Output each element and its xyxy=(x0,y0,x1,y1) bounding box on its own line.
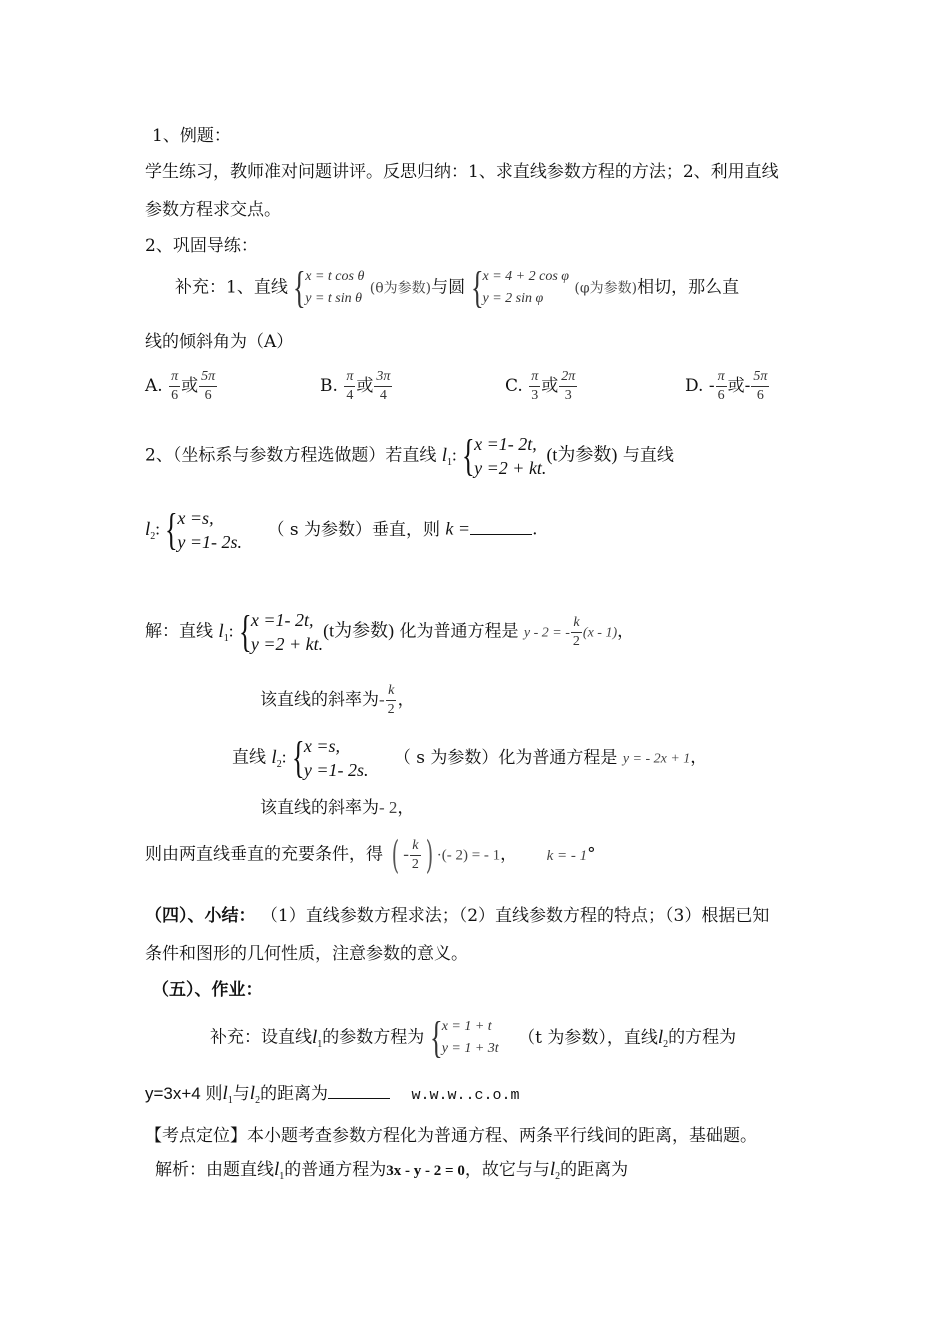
hw-and: 与 xyxy=(232,1084,250,1104)
homework-line2 xyxy=(145,1082,520,1113)
frac-num: 5π xyxy=(199,368,217,387)
hw-end: 的方程为 xyxy=(668,1027,737,1048)
q1-line-system: { x = t cos θ y = t sin θ xyxy=(293,263,365,312)
paren-close: ) xyxy=(425,833,434,877)
sol-l1 xyxy=(218,621,228,642)
hw-row2: y = 1 + 3t xyxy=(441,1041,499,1056)
option-b xyxy=(320,368,393,405)
l-letter: l xyxy=(441,444,448,466)
l-subscript: 1 xyxy=(223,632,229,644)
frac-num: 5π xyxy=(751,368,769,387)
analysis-end: 的距离为 xyxy=(560,1160,629,1180)
frac-num: π xyxy=(716,368,727,387)
sol-conv: 化为普通方程是 xyxy=(399,621,519,642)
analysis-l2 xyxy=(550,1159,560,1180)
hw-param: （t 为参数），直线 xyxy=(518,1027,658,1048)
l-subscript: 1 xyxy=(447,456,453,468)
answer-blank xyxy=(328,1084,390,1099)
summary-line2: 条件和图形的几何性质，注意参数的意义。 xyxy=(145,944,468,964)
q1-circle-system: { x = 4 + 2 cos φ y = 2 sin φ xyxy=(470,263,570,312)
hw-site: w.w.w..c.o.m xyxy=(411,1087,520,1104)
solution-slope2 xyxy=(260,796,414,820)
option-b-frac1 xyxy=(344,368,355,405)
option-c-or: 或 xyxy=(541,376,559,396)
q1-param2: (φ为参数) xyxy=(574,280,638,297)
hw-l1 xyxy=(312,1027,322,1048)
l-letter: l xyxy=(549,1159,556,1180)
q2-param1: (t为参数) xyxy=(546,444,618,465)
slope1-text: 该直线的斜率为 xyxy=(260,690,379,710)
q2-l1 xyxy=(442,445,452,466)
l-letter: l xyxy=(249,1083,256,1104)
l-letter: l xyxy=(312,1026,318,1048)
hw-system: { x = 1 + t y = 1 + 3t xyxy=(429,1013,499,1062)
frac-num: k xyxy=(410,837,420,856)
option-b-or: 或 xyxy=(356,376,374,396)
sol-system2: { x =s, y =1- 2s. xyxy=(291,733,369,782)
text-reflection-cont: 参数方程求交点。 xyxy=(145,200,281,220)
cond-rest: ·(- 2) = - 1 xyxy=(436,847,501,864)
comma: ， xyxy=(690,747,708,768)
option-c-frac1 xyxy=(529,368,540,405)
l-subscript: 2 xyxy=(150,530,156,542)
option-d xyxy=(685,368,770,405)
comma: ， xyxy=(397,690,415,710)
frac-den: 4 xyxy=(346,388,354,403)
kaodian: 【考点定位】本小题考查参数方程化为普通方程、两条平行线间的距离，基础题。 xyxy=(145,1126,757,1146)
analysis xyxy=(155,1158,628,1189)
cond-minus: - xyxy=(403,844,409,864)
q1-sys1-row2: y = t sin θ xyxy=(305,291,362,306)
slope2-text: 该直线的斜率为 xyxy=(260,798,379,818)
l-subscript: 2 xyxy=(255,1095,261,1106)
option-c-label: C. xyxy=(505,376,523,396)
hw-line2a: y=3x+4 则 xyxy=(145,1084,223,1103)
degree-mark: ° xyxy=(587,844,596,865)
q2-prefix: 2、（坐标系与参数方程选做题）若直线 xyxy=(145,445,437,466)
sol-row1: x =1- 2t, xyxy=(250,610,314,630)
frac-num: k xyxy=(386,682,396,701)
comma: ， xyxy=(617,621,635,642)
k-result: k = - 1 xyxy=(546,847,588,864)
sol-eq2: y = - 2x + 1 xyxy=(622,751,691,767)
option-a xyxy=(145,368,218,405)
frac-num: 3π xyxy=(374,368,392,387)
l-subscript: 1 xyxy=(317,1038,323,1050)
cond-text: 则由两直线垂直的充要条件，得 xyxy=(145,844,383,865)
option-a-label: A. xyxy=(145,376,163,396)
l-letter: l xyxy=(271,746,277,768)
question-2 xyxy=(145,432,674,480)
q2-s2-row2: y =1- 2s. xyxy=(177,532,243,552)
heading-practice: 2、巩固导练： xyxy=(145,236,258,256)
solution-line2 xyxy=(232,734,707,782)
solution-condition xyxy=(145,833,596,877)
slope1-minus: - xyxy=(379,690,385,709)
sol-system1: { x =1- 2t, y =2 + kt. xyxy=(238,607,324,656)
frac-den: 2 xyxy=(572,633,580,649)
frac-den: 6 xyxy=(171,388,179,403)
sol-eq1a: y - 2 = - xyxy=(523,625,570,641)
analysis-suffix: ，故它与与 xyxy=(464,1160,550,1180)
q1-line2: 线的倾斜角为（A） xyxy=(145,332,294,352)
l-letter: l xyxy=(657,1026,664,1048)
cond-frac xyxy=(410,837,421,874)
l-letter: l xyxy=(274,1159,280,1180)
homework-title: （五）、作业： xyxy=(152,980,263,1000)
frac-den: 2 xyxy=(387,702,395,717)
sol-eq1-frac xyxy=(571,614,582,651)
hw-mid: 的参数方程为 xyxy=(322,1027,425,1048)
sol-row3: x =s, xyxy=(303,736,340,756)
option-d-frac2 xyxy=(751,368,769,405)
sol-label: 解：直线 xyxy=(145,621,213,642)
frac-num: 2π xyxy=(559,368,577,387)
hw-l2 xyxy=(658,1027,668,1048)
analysis-eq: 3x - y - 2 = 0 xyxy=(386,1163,465,1179)
option-b-frac2 xyxy=(374,368,392,405)
frac-den: 3 xyxy=(531,388,539,403)
l-subscript: 1 xyxy=(279,1171,285,1182)
frac-den: 6 xyxy=(756,388,764,403)
heading-example: 1、例题： xyxy=(152,126,231,146)
sol-row2: y =2 + kt. xyxy=(250,634,324,654)
slope1-frac xyxy=(386,682,397,719)
l-subscript: 2 xyxy=(555,1171,561,1182)
q2-mid: 与直线 xyxy=(622,445,674,466)
option-d-frac1 xyxy=(716,368,727,405)
summary-text1: （1）直线参数方程求法；（2）直线参数方程的特点；（3）根据已知 xyxy=(260,906,770,926)
q1-sys2-row2: y = 2 sin φ xyxy=(482,291,544,306)
q2-s1-row1: x =1- 2t, xyxy=(474,434,537,454)
solution-slope1 xyxy=(260,682,415,719)
l-letter: l xyxy=(218,620,224,642)
hw-row1: x = 1 + t xyxy=(441,1019,492,1034)
sol-eq1b: (x - 1) xyxy=(582,625,618,641)
sol-line2-label: 直线 xyxy=(232,747,266,768)
frac-den: 6 xyxy=(717,388,725,403)
sol-param: (t为参数) xyxy=(323,620,395,641)
frac-num: k xyxy=(571,614,581,633)
hw-l2b xyxy=(250,1083,260,1104)
option-c xyxy=(505,368,578,405)
q2-system2: { x =s, y =1- 2s. xyxy=(165,505,243,554)
solution-line1 xyxy=(145,608,634,656)
colon: : xyxy=(452,445,457,465)
sol-row4: y =1- 2s. xyxy=(303,760,369,780)
sol-l2 xyxy=(271,747,281,768)
q2-end: . xyxy=(532,519,538,540)
q1-param1: (θ为参数) xyxy=(369,280,432,297)
frac-den: 3 xyxy=(564,388,572,403)
hw-line2b: 的距离为 xyxy=(260,1084,329,1104)
comma: ， xyxy=(397,798,415,818)
q2-s2-row1: x =s, xyxy=(177,508,214,528)
q2-s1-row2: y =2 + kt. xyxy=(474,458,547,478)
frac-den: 2 xyxy=(411,856,419,872)
option-c-frac2 xyxy=(559,368,577,405)
q1-sys2-row1: x = 4 + 2 cos φ xyxy=(482,269,570,284)
option-d-or: 或 xyxy=(727,376,745,396)
text-reflection: 学生练习，教师准对问题讲评。反思归纳：1、求直线参数方程的方法；2、利用直线 xyxy=(145,162,779,182)
l-letter: l xyxy=(145,518,151,540)
option-a-frac2 xyxy=(199,368,217,405)
comma: ， xyxy=(500,844,518,865)
slope2-value: - 2 xyxy=(379,798,398,817)
colon: : xyxy=(155,519,161,539)
l-subscript: 2 xyxy=(663,1038,669,1050)
summary-line1 xyxy=(145,904,769,928)
paren-open: ( xyxy=(392,833,400,877)
colon: : xyxy=(281,747,287,767)
frac-num: π xyxy=(169,368,180,387)
frac-den: 6 xyxy=(204,388,212,403)
homework-line1 xyxy=(210,1013,737,1062)
summary-title: （四）、小结： xyxy=(145,906,256,926)
sol-param2: （ s 为参数）化为普通方程是 xyxy=(393,747,618,768)
frac-num: π xyxy=(529,368,540,387)
option-a-frac1 xyxy=(169,368,180,405)
option-b-label: B. xyxy=(320,376,338,396)
option-a-or: 或 xyxy=(181,376,199,396)
option-d-minus1: - xyxy=(708,376,715,396)
q1-suffix: 相切，那么直 xyxy=(637,277,740,298)
l-subscript: 1 xyxy=(227,1095,233,1106)
q1-sys1-row1: x = t cos θ xyxy=(305,269,365,284)
l-letter: l xyxy=(222,1083,228,1104)
l-subscript: 2 xyxy=(276,758,282,770)
q2-k: k = xyxy=(445,518,471,539)
question-2-line2 xyxy=(145,506,537,554)
answer-blank xyxy=(470,520,532,535)
colon: : xyxy=(228,621,234,641)
frac-num: π xyxy=(344,368,355,387)
q2-system1: { x =1- 2t, y =2 + kt. xyxy=(462,431,547,480)
hw-l1b xyxy=(223,1083,233,1104)
q1-mid: 与圆 xyxy=(431,277,466,298)
q2-l2 xyxy=(145,519,155,540)
analysis-l1 xyxy=(274,1159,284,1180)
analysis-prefix: 解析：由题直线 xyxy=(155,1160,274,1180)
question-1 xyxy=(175,263,740,312)
analysis-mid: 的普通方程为 xyxy=(284,1160,387,1180)
q1-prefix: 补充：1、直线 xyxy=(175,277,288,298)
hw-prefix: 补充：设直线 xyxy=(210,1027,312,1048)
option-d-label: D. xyxy=(685,376,704,396)
frac-den: 4 xyxy=(379,388,387,403)
q2-param2: （ s 为参数）垂直，则 xyxy=(267,519,441,540)
option-d-minus2: - xyxy=(744,376,751,396)
